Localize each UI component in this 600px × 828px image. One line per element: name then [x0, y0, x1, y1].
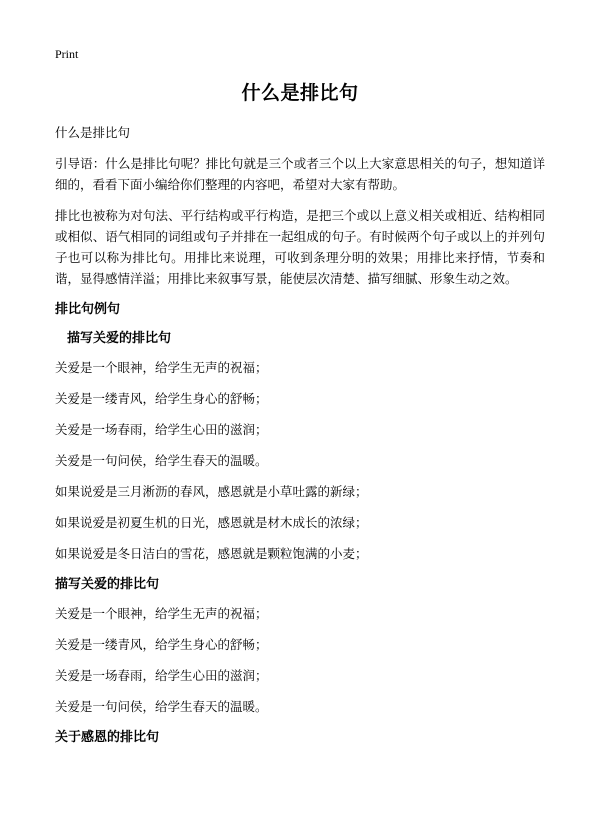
subheading-care-2: 描写关爱的排比句: [55, 577, 160, 592]
example-line: 如果说爱是初夏生机的日光，感恩就是材木成长的浓绿；: [55, 515, 368, 530]
subheading-gratitude: 关于感恩的排比句: [55, 730, 160, 745]
example-line: 关爱是一缕青风，给学生身心的舒畅；: [55, 637, 268, 652]
example-line: 关爱是一场春雨，给学生心田的滋润；: [55, 668, 268, 683]
page-title: 什么是排比句: [241, 82, 359, 104]
example-line: 关爱是一个眼神，给学生无声的祝福；: [55, 606, 268, 621]
example-line: 关爱是一句问侯，给学生春天的温暖。: [55, 453, 268, 468]
section-heading-examples: 排比句例句: [55, 302, 121, 317]
article-subtitle: 什么是排比句: [55, 125, 131, 140]
example-line: 关爱是一缕青风，给学生身心的舒畅；: [55, 391, 268, 406]
example-line: 关爱是一个眼神，给学生无声的祝福；: [55, 360, 268, 375]
example-line: 关爱是一场春雨，给学生心田的滋润；: [55, 422, 268, 437]
subheading-care-1: 描写关爱的排比句: [67, 331, 172, 346]
example-line: 如果说爱是冬日洁白的雪花，感恩就是颗粒饱满的小麦；: [55, 546, 368, 561]
definition-paragraph: 排比也被称为对句法、平行结构或平行构造，是把三个或以上意义相关或相近、结构相同或相似、语气相同的词组或句子并排在一起组成的句子。有时候两个句子或以上的并列句子也可以称为排比句。用排比来说理，可收到条理分明的效果；用排比来抒情，节奏和谐，显得感情洋溢；用排比来叙事写景，能使层次清楚、描写细腻、形象生动之效。: [55, 208, 545, 286]
example-line: 如果说爱是三月淅沥的春风，感恩就是小草吐露的新绿；: [55, 484, 368, 499]
example-line: 关爱是一句问侯，给学生春天的温暖。: [55, 699, 268, 714]
intro-paragraph: 引导语：什么是排比句呢？排比句就是三个或者三个以上大家意思相关的句子，想知道详细的，看看下面小编给你们整理的内容吧，希望对大家有帮助。: [55, 156, 545, 192]
print-link[interactable]: Print: [55, 47, 79, 61]
article-body: [55, 122, 545, 756]
